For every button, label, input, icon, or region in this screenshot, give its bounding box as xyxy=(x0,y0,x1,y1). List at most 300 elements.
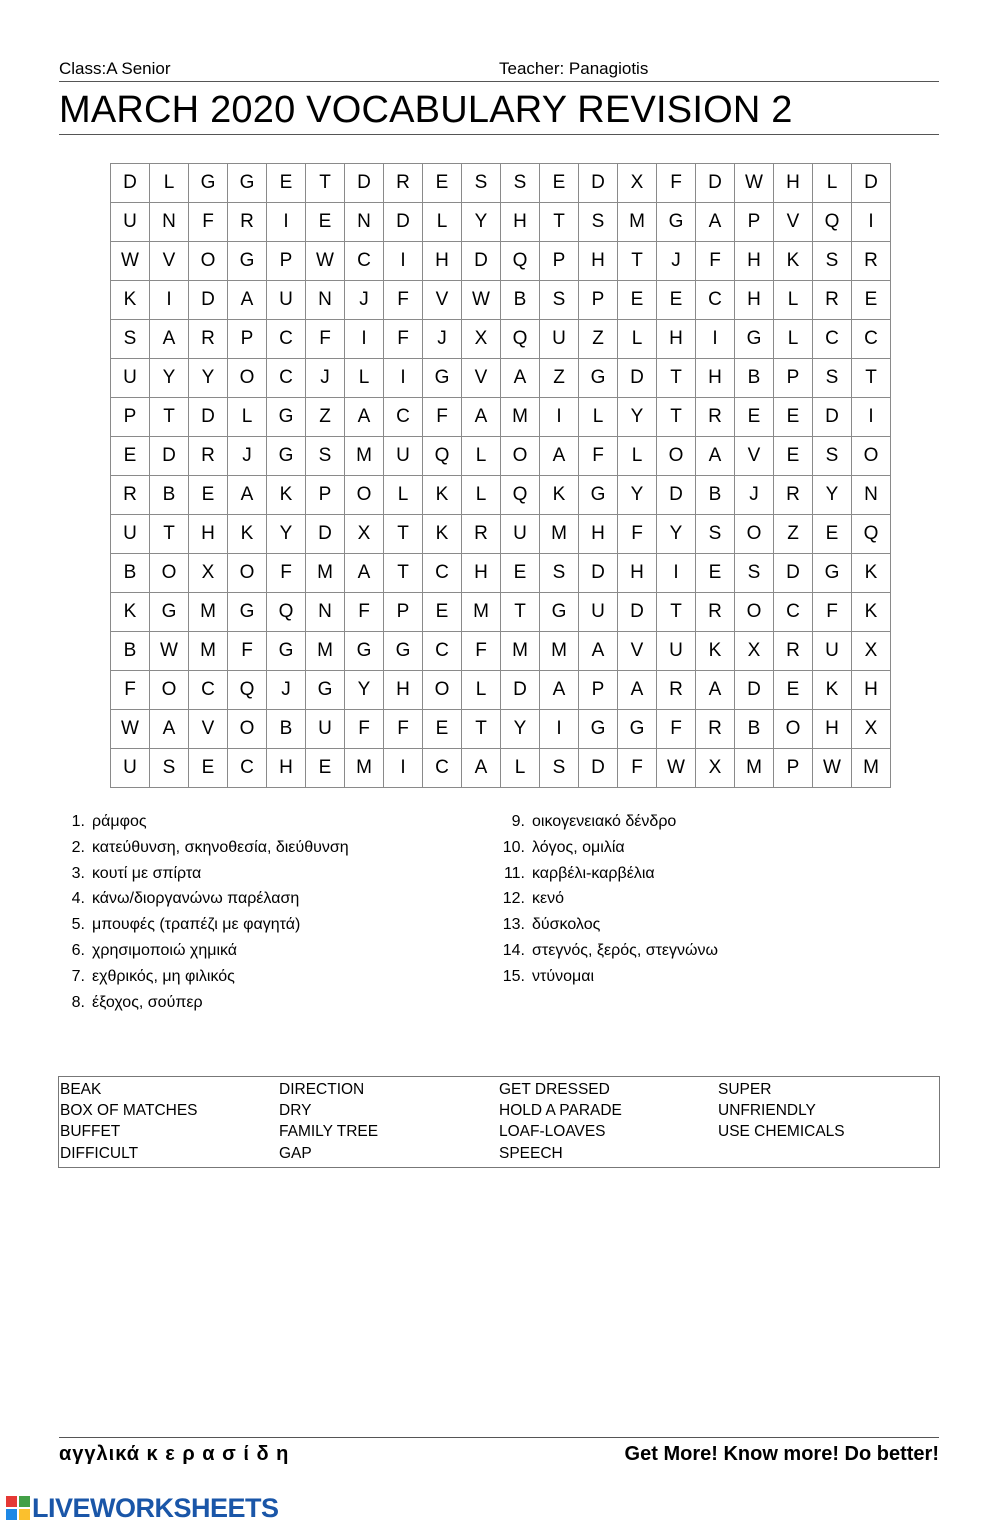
grid-cell[interactable]: A xyxy=(462,398,501,437)
grid-cell[interactable]: W xyxy=(111,710,150,749)
grid-cell[interactable]: T xyxy=(657,398,696,437)
grid-cell[interactable]: H xyxy=(579,242,618,281)
grid-cell[interactable]: A xyxy=(696,203,735,242)
grid-cell[interactable]: M xyxy=(462,593,501,632)
grid-cell[interactable]: F xyxy=(345,710,384,749)
grid-cell[interactable]: Y xyxy=(657,515,696,554)
grid-cell[interactable]: E xyxy=(774,671,813,710)
grid-cell[interactable]: J xyxy=(657,242,696,281)
grid-cell[interactable]: Y xyxy=(501,710,540,749)
grid-cell[interactable]: O xyxy=(852,437,891,476)
grid-cell[interactable]: M xyxy=(540,515,579,554)
grid-cell[interactable]: R xyxy=(228,203,267,242)
grid-cell[interactable]: L xyxy=(228,398,267,437)
grid-cell[interactable]: G xyxy=(735,320,774,359)
grid-cell[interactable]: F xyxy=(696,242,735,281)
grid-cell[interactable]: F xyxy=(462,632,501,671)
grid-cell[interactable]: X xyxy=(618,164,657,203)
grid-cell[interactable]: F xyxy=(423,398,462,437)
grid-cell[interactable]: M xyxy=(735,749,774,788)
grid-cell[interactable]: H xyxy=(735,242,774,281)
grid-cell[interactable]: X xyxy=(852,710,891,749)
grid-cell[interactable]: J xyxy=(267,671,306,710)
grid-cell[interactable]: E xyxy=(306,203,345,242)
grid-cell[interactable]: R xyxy=(696,710,735,749)
grid-cell[interactable]: A xyxy=(228,281,267,320)
grid-cell[interactable]: D xyxy=(618,359,657,398)
grid-cell[interactable]: B xyxy=(267,710,306,749)
grid-cell[interactable]: I xyxy=(696,320,735,359)
grid-cell[interactable]: T xyxy=(462,710,501,749)
grid-cell[interactable]: S xyxy=(813,359,852,398)
grid-cell[interactable]: S xyxy=(462,164,501,203)
grid-cell[interactable]: U xyxy=(306,710,345,749)
grid-cell[interactable]: S xyxy=(540,554,579,593)
grid-cell[interactable]: S xyxy=(813,437,852,476)
grid-cell[interactable]: H xyxy=(852,671,891,710)
grid-cell[interactable]: U xyxy=(267,281,306,320)
grid-cell[interactable]: E xyxy=(189,749,228,788)
grid-cell[interactable]: B xyxy=(150,476,189,515)
grid-cell[interactable]: T xyxy=(540,203,579,242)
grid-cell[interactable]: E xyxy=(501,554,540,593)
grid-cell[interactable]: L xyxy=(423,203,462,242)
grid-cell[interactable]: O xyxy=(150,554,189,593)
grid-cell[interactable]: I xyxy=(852,203,891,242)
grid-cell[interactable]: L xyxy=(618,437,657,476)
grid-cell[interactable]: J xyxy=(735,476,774,515)
grid-cell[interactable]: G xyxy=(267,398,306,437)
grid-cell[interactable]: X xyxy=(345,515,384,554)
grid-cell[interactable]: U xyxy=(111,203,150,242)
grid-cell[interactable]: C xyxy=(423,554,462,593)
grid-cell[interactable]: N xyxy=(150,203,189,242)
grid-cell[interactable]: U xyxy=(813,632,852,671)
grid-cell[interactable]: K xyxy=(228,515,267,554)
grid-cell[interactable]: H xyxy=(657,320,696,359)
grid-cell[interactable]: P xyxy=(111,398,150,437)
grid-cell[interactable]: C xyxy=(228,749,267,788)
grid-cell[interactable]: Z xyxy=(540,359,579,398)
grid-cell[interactable]: C xyxy=(267,320,306,359)
grid-cell[interactable]: A xyxy=(540,437,579,476)
grid-cell[interactable]: G xyxy=(267,437,306,476)
grid-cell[interactable]: G xyxy=(540,593,579,632)
grid-cell[interactable]: T xyxy=(150,515,189,554)
grid-cell[interactable]: A xyxy=(345,398,384,437)
grid-cell[interactable]: A xyxy=(150,320,189,359)
grid-cell[interactable]: G xyxy=(228,164,267,203)
grid-cell[interactable]: M xyxy=(345,437,384,476)
grid-cell[interactable]: X xyxy=(189,554,228,593)
grid-cell[interactable]: P xyxy=(306,476,345,515)
grid-cell[interactable]: H xyxy=(267,749,306,788)
grid-cell[interactable]: R xyxy=(189,320,228,359)
grid-cell[interactable]: W xyxy=(306,242,345,281)
grid-cell[interactable]: G xyxy=(306,671,345,710)
grid-cell[interactable]: D xyxy=(579,164,618,203)
grid-cell[interactable]: Q xyxy=(501,242,540,281)
grid-cell[interactable]: X xyxy=(696,749,735,788)
grid-cell[interactable]: L xyxy=(618,320,657,359)
grid-cell[interactable]: A xyxy=(501,359,540,398)
grid-cell[interactable]: E xyxy=(696,554,735,593)
grid-cell[interactable]: U xyxy=(111,359,150,398)
grid-cell[interactable]: D xyxy=(774,554,813,593)
grid-cell[interactable]: K xyxy=(813,671,852,710)
grid-cell[interactable]: H xyxy=(774,164,813,203)
grid-cell[interactable]: R xyxy=(189,437,228,476)
grid-cell[interactable]: G xyxy=(657,203,696,242)
grid-cell[interactable]: I xyxy=(267,203,306,242)
grid-cell[interactable]: E xyxy=(267,164,306,203)
grid-cell[interactable]: B xyxy=(111,632,150,671)
grid-cell[interactable]: R xyxy=(696,593,735,632)
grid-cell[interactable]: P xyxy=(735,203,774,242)
grid-cell[interactable]: D xyxy=(696,164,735,203)
grid-cell[interactable]: G xyxy=(228,242,267,281)
grid-cell[interactable]: D xyxy=(189,281,228,320)
grid-cell[interactable]: G xyxy=(384,632,423,671)
grid-cell[interactable]: Z xyxy=(306,398,345,437)
grid-cell[interactable]: D xyxy=(306,515,345,554)
grid-cell[interactable]: Y xyxy=(150,359,189,398)
grid-cell[interactable]: D xyxy=(579,554,618,593)
grid-cell[interactable]: D xyxy=(735,671,774,710)
grid-cell[interactable]: M xyxy=(501,398,540,437)
grid-cell[interactable]: A xyxy=(150,710,189,749)
grid-cell[interactable]: L xyxy=(579,398,618,437)
grid-cell[interactable]: K xyxy=(267,476,306,515)
grid-cell[interactable]: R xyxy=(462,515,501,554)
grid-cell[interactable]: P xyxy=(267,242,306,281)
grid-cell[interactable]: E xyxy=(774,437,813,476)
grid-cell[interactable]: K xyxy=(423,476,462,515)
grid-cell[interactable]: B xyxy=(501,281,540,320)
grid-cell[interactable]: S xyxy=(813,242,852,281)
grid-cell[interactable]: Y xyxy=(345,671,384,710)
grid-cell[interactable]: Y xyxy=(813,476,852,515)
grid-cell[interactable]: W xyxy=(150,632,189,671)
grid-cell[interactable]: I xyxy=(540,710,579,749)
grid-cell[interactable]: Q xyxy=(423,437,462,476)
grid-cell[interactable]: B xyxy=(111,554,150,593)
grid-cell[interactable]: E xyxy=(111,437,150,476)
grid-cell[interactable]: G xyxy=(579,359,618,398)
grid-cell[interactable]: L xyxy=(462,671,501,710)
grid-cell[interactable]: D xyxy=(501,671,540,710)
grid-cell[interactable]: D xyxy=(852,164,891,203)
grid-cell[interactable]: F xyxy=(579,437,618,476)
grid-cell[interactable]: I xyxy=(852,398,891,437)
grid-cell[interactable]: Y xyxy=(267,515,306,554)
grid-cell[interactable]: F xyxy=(384,320,423,359)
grid-cell[interactable]: E xyxy=(540,164,579,203)
grid-cell[interactable]: G xyxy=(150,593,189,632)
grid-cell[interactable]: C xyxy=(267,359,306,398)
grid-cell[interactable]: P xyxy=(774,749,813,788)
grid-cell[interactable]: S xyxy=(735,554,774,593)
grid-cell[interactable]: H xyxy=(501,203,540,242)
grid-cell[interactable]: F xyxy=(657,710,696,749)
grid-cell[interactable]: R xyxy=(111,476,150,515)
grid-cell[interactable]: A xyxy=(579,632,618,671)
grid-cell[interactable]: O xyxy=(501,437,540,476)
grid-cell[interactable]: I xyxy=(345,320,384,359)
grid-cell[interactable]: H xyxy=(618,554,657,593)
grid-cell[interactable]: V xyxy=(462,359,501,398)
grid-cell[interactable]: V xyxy=(618,632,657,671)
grid-cell[interactable]: T xyxy=(657,593,696,632)
grid-cell[interactable]: L xyxy=(462,437,501,476)
grid-cell[interactable]: W xyxy=(462,281,501,320)
grid-cell[interactable]: X xyxy=(852,632,891,671)
grid-cell[interactable]: U xyxy=(384,437,423,476)
grid-cell[interactable]: N xyxy=(345,203,384,242)
grid-cell[interactable]: C xyxy=(774,593,813,632)
grid-cell[interactable]: T xyxy=(384,515,423,554)
grid-cell[interactable]: M xyxy=(189,593,228,632)
grid-cell[interactable]: H xyxy=(423,242,462,281)
grid-cell[interactable]: O xyxy=(657,437,696,476)
grid-cell[interactable]: I xyxy=(150,281,189,320)
grid-cell[interactable]: M xyxy=(189,632,228,671)
grid-cell[interactable]: S xyxy=(111,320,150,359)
grid-cell[interactable]: P xyxy=(774,359,813,398)
grid-cell[interactable]: E xyxy=(852,281,891,320)
grid-cell[interactable]: R xyxy=(813,281,852,320)
grid-cell[interactable]: P xyxy=(540,242,579,281)
grid-cell[interactable]: Y xyxy=(618,476,657,515)
grid-cell[interactable]: G xyxy=(579,476,618,515)
grid-cell[interactable]: A xyxy=(618,671,657,710)
grid-cell[interactable]: J xyxy=(306,359,345,398)
grid-cell[interactable]: P xyxy=(228,320,267,359)
grid-cell[interactable]: K xyxy=(540,476,579,515)
grid-cell[interactable]: X xyxy=(735,632,774,671)
grid-cell[interactable]: R xyxy=(384,164,423,203)
grid-cell[interactable]: W xyxy=(111,242,150,281)
grid-cell[interactable]: T xyxy=(852,359,891,398)
grid-cell[interactable]: Y xyxy=(189,359,228,398)
grid-cell[interactable]: V xyxy=(774,203,813,242)
grid-cell[interactable]: D xyxy=(462,242,501,281)
grid-cell[interactable]: R xyxy=(774,476,813,515)
grid-cell[interactable]: G xyxy=(228,593,267,632)
liveworksheets-logo[interactable] xyxy=(6,1493,279,1523)
grid-cell[interactable]: F xyxy=(306,320,345,359)
grid-cell[interactable]: U xyxy=(579,593,618,632)
grid-cell[interactable]: M xyxy=(540,632,579,671)
grid-cell[interactable]: F xyxy=(228,632,267,671)
grid-cell[interactable]: H xyxy=(462,554,501,593)
grid-cell[interactable]: W xyxy=(657,749,696,788)
grid-cell[interactable]: A xyxy=(696,437,735,476)
grid-cell[interactable]: L xyxy=(384,476,423,515)
grid-cell[interactable]: T xyxy=(306,164,345,203)
grid-cell[interactable]: I xyxy=(384,242,423,281)
grid-cell[interactable]: R xyxy=(852,242,891,281)
grid-cell[interactable]: D xyxy=(657,476,696,515)
grid-cell[interactable]: K xyxy=(852,554,891,593)
grid-cell[interactable]: A xyxy=(345,554,384,593)
grid-cell[interactable]: D xyxy=(384,203,423,242)
grid-cell[interactable]: H xyxy=(696,359,735,398)
grid-cell[interactable]: E xyxy=(774,398,813,437)
grid-cell[interactable]: M xyxy=(306,554,345,593)
grid-cell[interactable]: Q xyxy=(267,593,306,632)
grid-cell[interactable]: S xyxy=(696,515,735,554)
grid-cell[interactable]: R xyxy=(774,632,813,671)
grid-cell[interactable]: N xyxy=(852,476,891,515)
grid-cell[interactable]: P xyxy=(579,671,618,710)
grid-cell[interactable]: D xyxy=(813,398,852,437)
grid-cell[interactable]: D xyxy=(111,164,150,203)
grid-cell[interactable]: S xyxy=(150,749,189,788)
grid-cell[interactable]: U xyxy=(540,320,579,359)
grid-cell[interactable]: U xyxy=(111,749,150,788)
grid-cell[interactable]: O xyxy=(774,710,813,749)
grid-cell[interactable]: J xyxy=(423,320,462,359)
grid-cell[interactable]: E xyxy=(423,710,462,749)
grid-cell[interactable]: L xyxy=(774,320,813,359)
grid-cell[interactable]: E xyxy=(735,398,774,437)
grid-cell[interactable]: O xyxy=(228,554,267,593)
grid-cell[interactable]: P xyxy=(579,281,618,320)
grid-cell[interactable]: L xyxy=(462,476,501,515)
grid-cell[interactable]: G xyxy=(267,632,306,671)
grid-cell[interactable]: U xyxy=(501,515,540,554)
grid-cell[interactable]: L xyxy=(813,164,852,203)
grid-cell[interactable]: X xyxy=(462,320,501,359)
grid-cell[interactable]: C xyxy=(813,320,852,359)
grid-cell[interactable]: S xyxy=(501,164,540,203)
grid-cell[interactable]: G xyxy=(618,710,657,749)
grid-cell[interactable]: G xyxy=(813,554,852,593)
grid-cell[interactable]: C xyxy=(423,632,462,671)
grid-cell[interactable]: A xyxy=(696,671,735,710)
grid-cell[interactable]: H xyxy=(384,671,423,710)
grid-cell[interactable]: E xyxy=(189,476,228,515)
grid-cell[interactable]: S xyxy=(540,281,579,320)
grid-cell[interactable]: F xyxy=(657,164,696,203)
grid-cell[interactable]: T xyxy=(618,242,657,281)
grid-cell[interactable]: W xyxy=(735,164,774,203)
grid-cell[interactable]: W xyxy=(813,749,852,788)
grid-cell[interactable]: M xyxy=(345,749,384,788)
grid-cell[interactable]: M xyxy=(306,632,345,671)
grid-cell[interactable]: G xyxy=(423,359,462,398)
grid-cell[interactable]: A xyxy=(540,671,579,710)
grid-cell[interactable]: F xyxy=(189,203,228,242)
grid-cell[interactable]: O xyxy=(735,593,774,632)
grid-cell[interactable]: F xyxy=(111,671,150,710)
grid-cell[interactable]: U xyxy=(111,515,150,554)
grid-cell[interactable]: Z xyxy=(579,320,618,359)
grid-cell[interactable]: G xyxy=(579,710,618,749)
grid-cell[interactable]: C xyxy=(189,671,228,710)
grid-cell[interactable]: B xyxy=(696,476,735,515)
grid-cell[interactable]: A xyxy=(462,749,501,788)
grid-cell[interactable]: E xyxy=(306,749,345,788)
grid-cell[interactable]: Y xyxy=(462,203,501,242)
grid-cell[interactable]: D xyxy=(618,593,657,632)
grid-cell[interactable]: E xyxy=(813,515,852,554)
grid-cell[interactable]: J xyxy=(345,281,384,320)
grid-cell[interactable]: S xyxy=(306,437,345,476)
grid-cell[interactable]: I xyxy=(657,554,696,593)
grid-cell[interactable]: E xyxy=(423,164,462,203)
grid-cell[interactable]: H xyxy=(189,515,228,554)
grid-cell[interactable]: M xyxy=(618,203,657,242)
grid-cell[interactable]: K xyxy=(423,515,462,554)
grid-cell[interactable]: O xyxy=(228,359,267,398)
grid-cell[interactable]: V xyxy=(735,437,774,476)
grid-cell[interactable]: R xyxy=(696,398,735,437)
grid-cell[interactable]: S xyxy=(540,749,579,788)
grid-cell[interactable]: K xyxy=(111,281,150,320)
grid-cell[interactable]: F xyxy=(384,710,423,749)
grid-cell[interactable]: T xyxy=(384,554,423,593)
grid-cell[interactable]: O xyxy=(735,515,774,554)
grid-cell[interactable]: T xyxy=(657,359,696,398)
grid-cell[interactable]: K xyxy=(774,242,813,281)
grid-cell[interactable]: I xyxy=(384,359,423,398)
grid-cell[interactable]: I xyxy=(540,398,579,437)
grid-cell[interactable]: P xyxy=(384,593,423,632)
grid-cell[interactable]: F xyxy=(384,281,423,320)
grid-cell[interactable]: L xyxy=(774,281,813,320)
grid-cell[interactable]: J xyxy=(228,437,267,476)
grid-cell[interactable]: H xyxy=(579,515,618,554)
grid-cell[interactable]: V xyxy=(423,281,462,320)
grid-cell[interactable]: N xyxy=(306,593,345,632)
grid-cell[interactable]: F xyxy=(813,593,852,632)
grid-cell[interactable]: K xyxy=(696,632,735,671)
grid-cell[interactable]: A xyxy=(228,476,267,515)
grid-cell[interactable]: F xyxy=(618,749,657,788)
grid-cell[interactable]: B xyxy=(735,359,774,398)
grid-cell[interactable]: T xyxy=(501,593,540,632)
grid-cell[interactable]: L xyxy=(501,749,540,788)
grid-cell[interactable]: F xyxy=(618,515,657,554)
grid-cell[interactable]: F xyxy=(267,554,306,593)
grid-cell[interactable]: T xyxy=(150,398,189,437)
grid-cell[interactable]: C xyxy=(384,398,423,437)
grid-cell[interactable]: H xyxy=(813,710,852,749)
grid-cell[interactable]: O xyxy=(228,710,267,749)
grid-cell[interactable]: H xyxy=(735,281,774,320)
grid-cell[interactable]: O xyxy=(150,671,189,710)
grid-cell[interactable]: G xyxy=(189,164,228,203)
grid-cell[interactable]: O xyxy=(423,671,462,710)
grid-cell[interactable]: D xyxy=(189,398,228,437)
grid-cell[interactable]: N xyxy=(306,281,345,320)
grid-cell[interactable]: E xyxy=(423,593,462,632)
grid-cell[interactable]: L xyxy=(345,359,384,398)
grid-cell[interactable]: Q xyxy=(228,671,267,710)
grid-cell[interactable]: V xyxy=(150,242,189,281)
grid-cell[interactable]: D xyxy=(345,164,384,203)
grid-cell[interactable]: I xyxy=(384,749,423,788)
grid-cell[interactable]: K xyxy=(111,593,150,632)
grid-cell[interactable]: K xyxy=(852,593,891,632)
grid-cell[interactable]: Q xyxy=(501,320,540,359)
grid-cell[interactable]: Q xyxy=(852,515,891,554)
grid-cell[interactable]: F xyxy=(345,593,384,632)
grid-cell[interactable]: D xyxy=(579,749,618,788)
grid-cell[interactable]: C xyxy=(852,320,891,359)
